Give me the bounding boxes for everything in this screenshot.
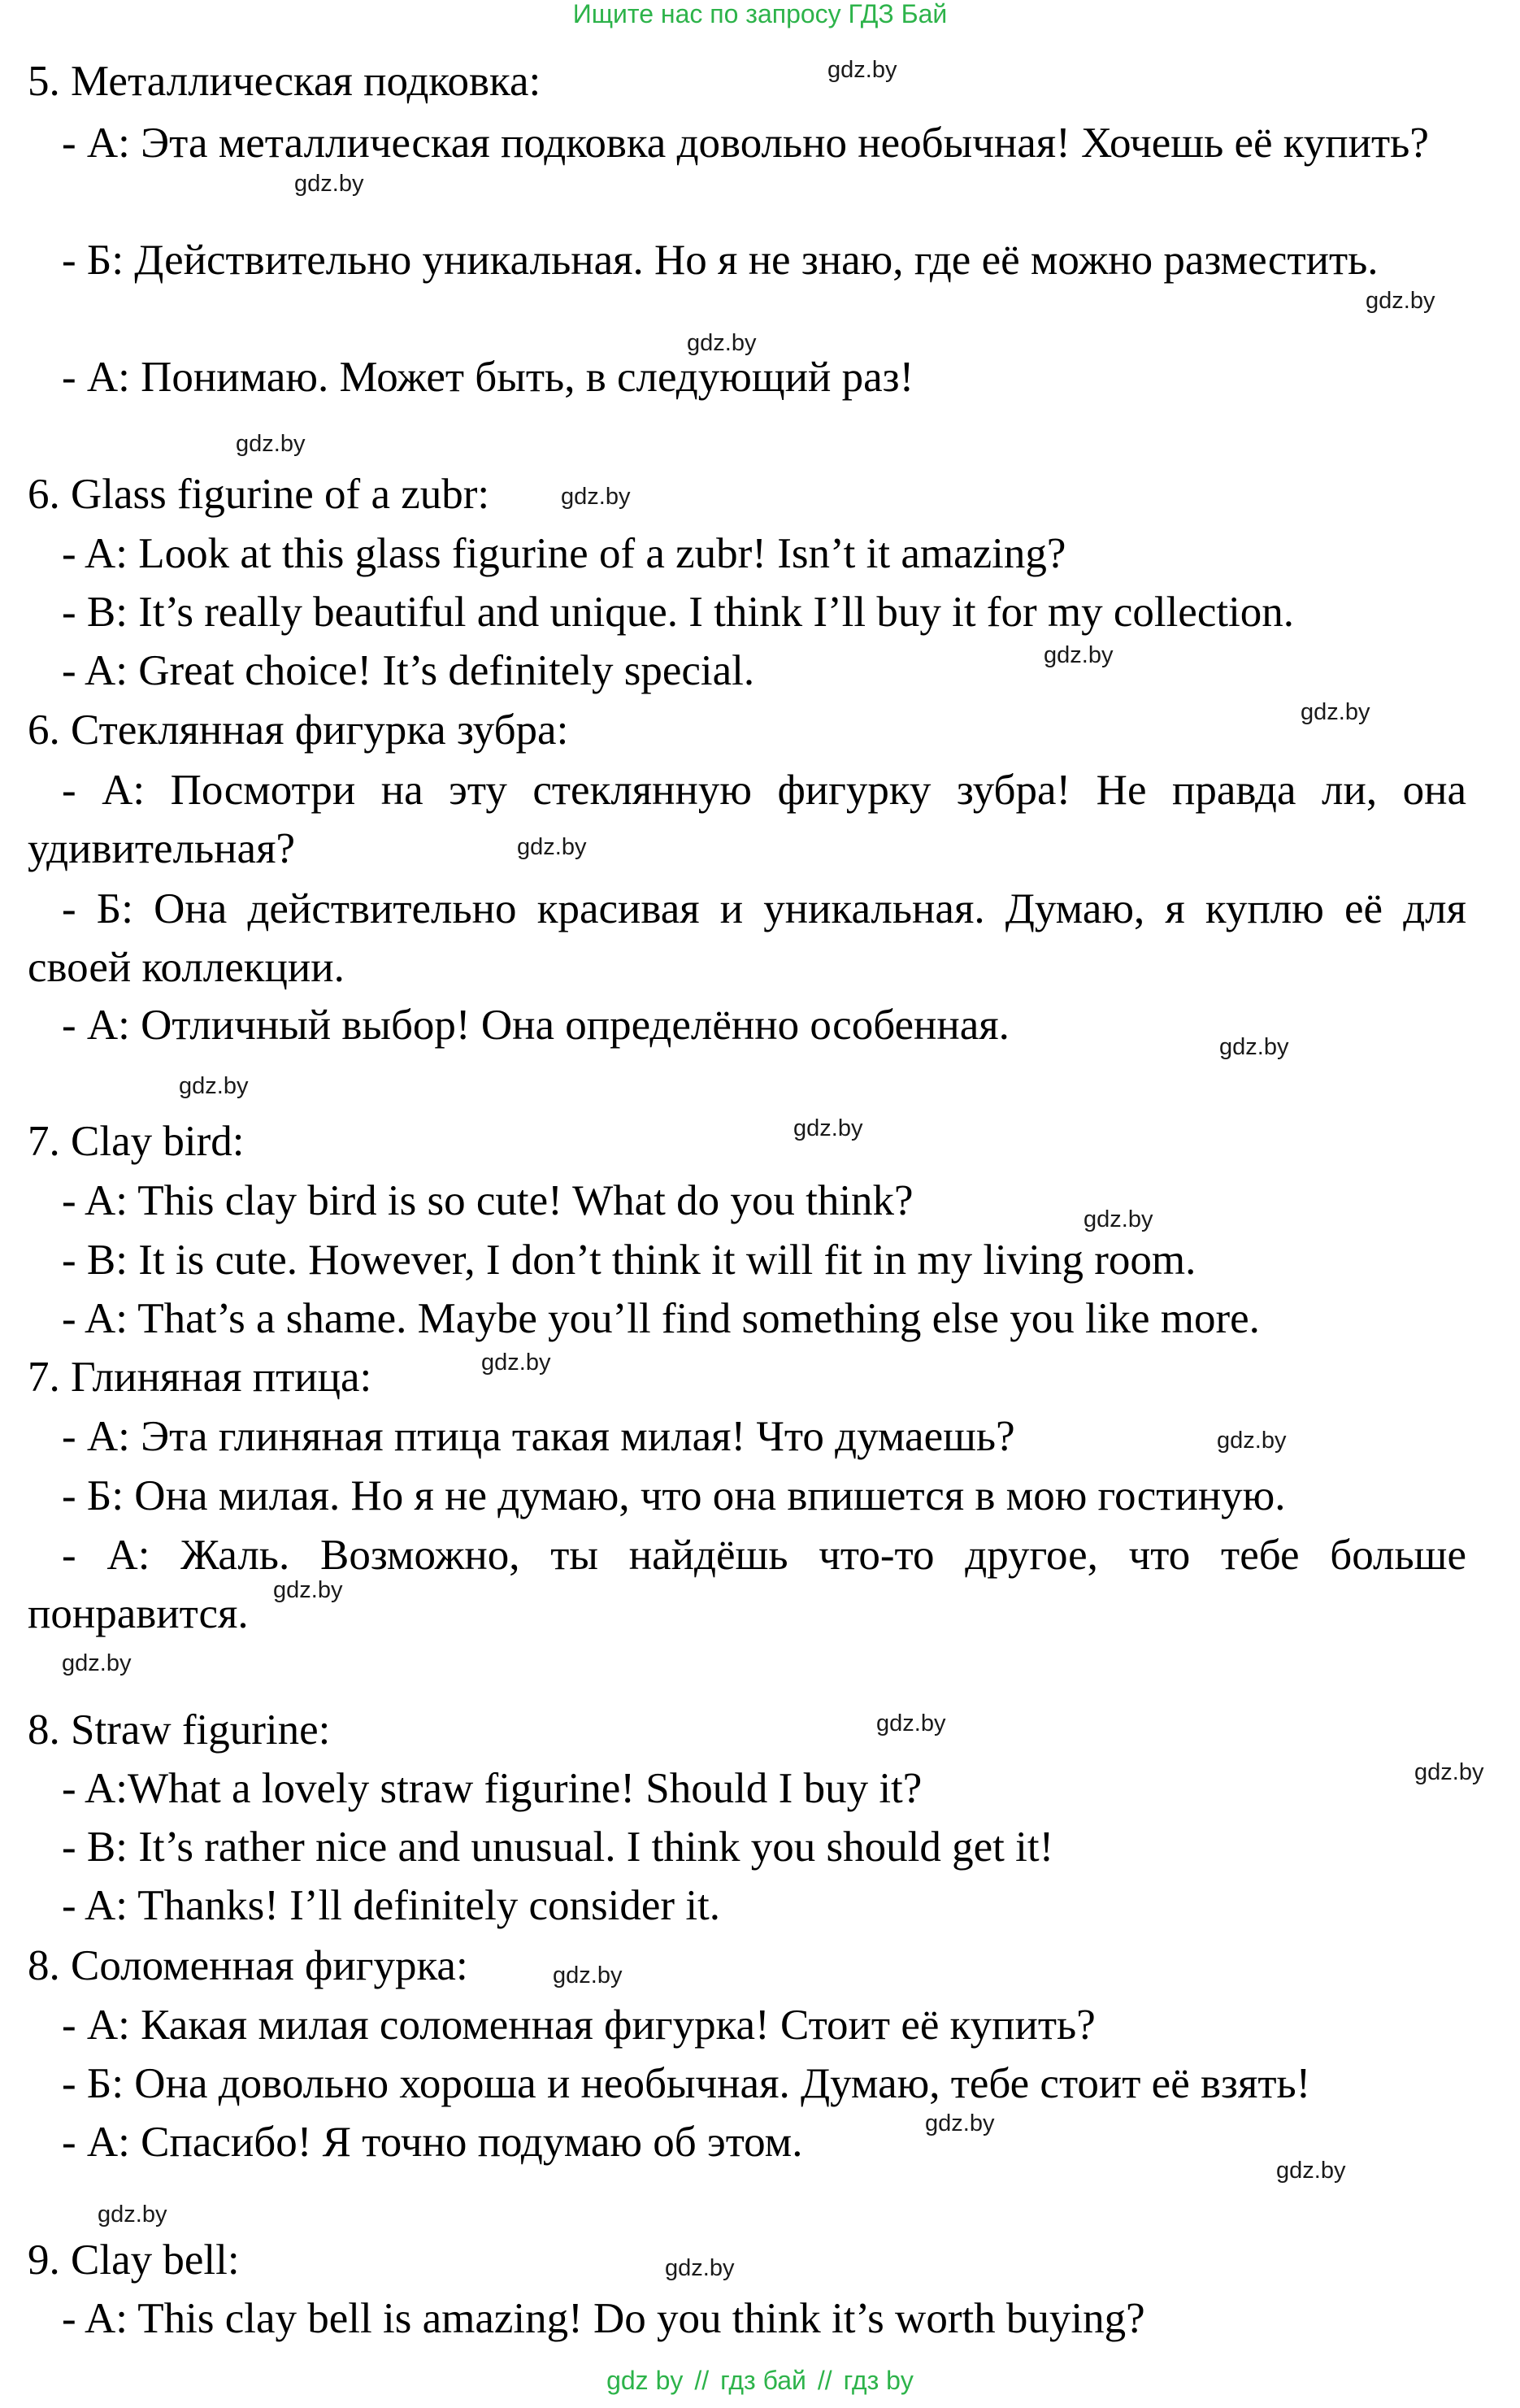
watermark-text: gdz.by	[1044, 642, 1114, 668]
watermark-text: gdz.by	[62, 1650, 132, 1676]
dialogue-line: - A: That’s a shame. Maybe you’ll find something else you like more.	[62, 1295, 1260, 1342]
section-title: 7. Глиняная птица:	[28, 1354, 372, 1401]
top-banner: Ищите нас по запросу ГДЗ Бай	[572, 0, 948, 28]
watermark-text: gdz.by	[273, 1577, 343, 1603]
dialogue-line: - Б: Действительно уникальная. Но я не знаю, где её можно разместить.	[62, 237, 1379, 284]
dialogue-line: - A: Thanks! I’ll definitely consider it.	[62, 1882, 721, 1929]
section-title: 7. Clay bird:	[28, 1118, 245, 1165]
watermark-text: gdz.by	[793, 1115, 863, 1141]
dialogue-line: - Б: Она довольно хороша и необычная. Думаю, тебе стоит её взять!	[62, 2060, 1311, 2107]
footer-link[interactable]: гдз бай	[720, 2366, 806, 2395]
dialogue-line: - B: It is cute. However, I don’t think it will fit in my living room.	[62, 1237, 1196, 1284]
watermark-text: gdz.by	[687, 330, 757, 356]
dialogue-line: - А: Посмотри на эту стеклянную фигурку зубра! Не правда ли, она удивительная?	[28, 767, 1466, 872]
section-title: 5. Металлическая подковка:	[28, 58, 541, 105]
dialogue-line: - А: Отличный выбор! Она определённо особенная.	[62, 1002, 1010, 1049]
footer-link[interactable]: gdz by	[606, 2366, 684, 2395]
watermark-text: gdz.by	[1219, 1034, 1289, 1060]
dialogue-line: - А: Жаль. Возможно, ты найдёшь что-то другое, что тебе больше понравится.	[28, 1532, 1466, 1637]
watermark-text: gdz.by	[876, 1710, 946, 1736]
watermark-text: gdz.by	[553, 1962, 623, 1989]
section-title: 8. Straw figurine:	[28, 1706, 331, 1754]
dialogue-line: - A: Great choice! It’s definitely special.	[62, 647, 755, 694]
watermark-text: gdz.by	[1366, 288, 1435, 314]
watermark-text: gdz.by	[481, 1350, 551, 1376]
watermark-text: gdz.by	[1414, 1759, 1484, 1785]
dialogue-line: - A: This clay bird is so cute! What do you think?	[62, 1177, 914, 1224]
section-title: 6. Стеклянная фигурка зубра:	[28, 706, 569, 754]
dialogue-line: - A: Look at this glass figurine of a zubr! Isn’t it amazing?	[62, 530, 1066, 577]
watermark-text: gdz.by	[1276, 2158, 1346, 2184]
watermark-text: gdz.by	[294, 171, 364, 197]
watermark-text: gdz.by	[1301, 699, 1370, 725]
watermark-text: gdz.by	[665, 2255, 735, 2281]
dialogue-line: - B: It’s rather nice and unusual. I think you should get it!	[62, 1823, 1054, 1871]
watermark-text: gdz.by	[98, 2202, 167, 2228]
dialogue-line: - Б: Она действительно красивая и уникальная. Думаю, я куплю её для своей коллекции.	[28, 885, 1466, 991]
dialogue-line: - А: Понимаю. Может быть, в следующий раз!	[62, 354, 914, 401]
footer-links	[0, 2364, 1520, 2397]
dialogue-line: - A: This clay bell is amazing! Do you think it’s worth buying?	[62, 2295, 1145, 2342]
watermark-text: gdz.by	[179, 1073, 249, 1099]
section-title: 9. Clay bell:	[28, 2236, 240, 2284]
watermark-text: gdz.by	[1084, 1206, 1153, 1232]
footer-link[interactable]: гдз by	[843, 2366, 914, 2395]
section-title: 8. Соломенная фигурка:	[28, 1942, 468, 1989]
dialogue-line: - А: Какая милая соломенная фигурка! Стоит её купить?	[62, 2002, 1096, 2049]
footer-separator: //	[694, 2366, 710, 2395]
footer-separator: //	[817, 2366, 832, 2395]
dialogue-line: - A:What a lovely straw figurine! Should I buy it?	[62, 1765, 923, 1812]
watermark-text: gdz.by	[517, 834, 587, 860]
section-title: 6. Glass figurine of a zubr:	[28, 471, 490, 518]
dialogue-line: - B: It’s really beautiful and unique. I think I’ll buy it for my collection.	[62, 589, 1295, 636]
watermark-text: gdz.by	[827, 57, 897, 83]
watermark-text: gdz.by	[1217, 1428, 1287, 1454]
watermark-text: gdz.by	[561, 484, 631, 510]
watermark-text: gdz.by	[925, 2110, 995, 2136]
watermark-text: gdz.by	[236, 431, 306, 457]
dialogue-line: - А: Эта металлическая подковка довольно необычная! Хочешь её купить?	[62, 120, 1429, 167]
dialogue-line: - А: Эта глиняная птица такая милая! Что думаешь?	[62, 1413, 1015, 1460]
dialogue-line: - А: Спасибо! Я точно подумаю об этом.	[62, 2119, 803, 2166]
dialogue-line: - Б: Она милая. Но я не думаю, что она впишется в мою гостиную.	[62, 1472, 1286, 1519]
